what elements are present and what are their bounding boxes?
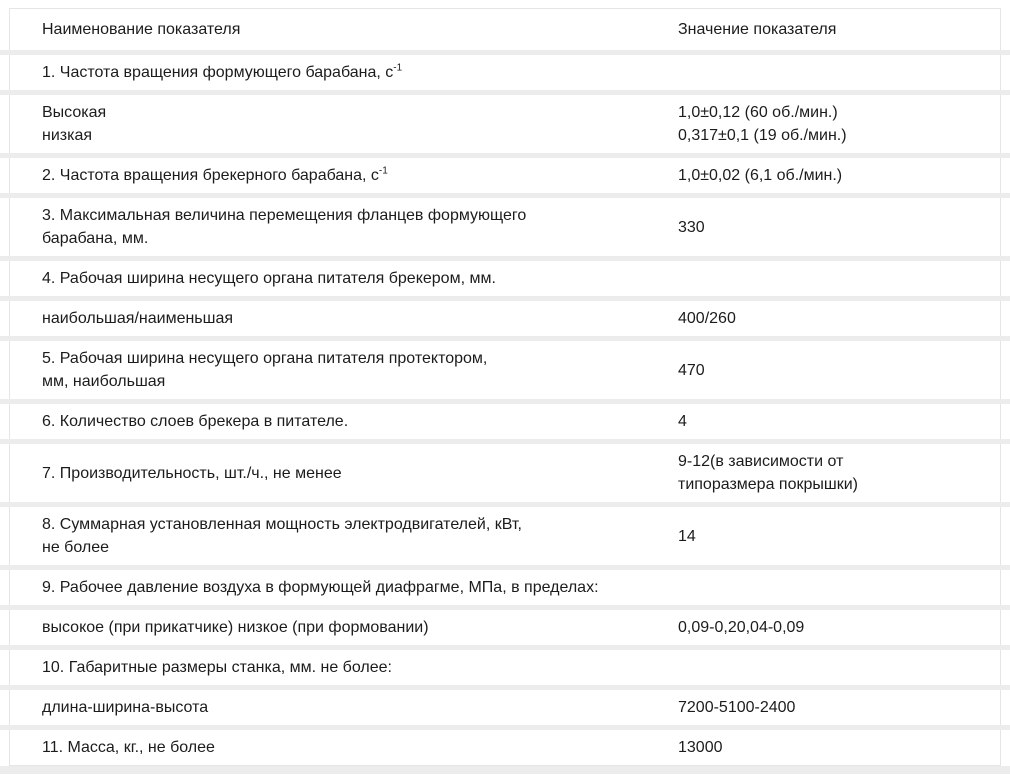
table-row [9, 261, 1001, 296]
row-value-cell [678, 616, 968, 639]
table-row [9, 198, 1001, 256]
row-value-line: 0,09-0,20,04-0,09 [678, 619, 805, 636]
row-value-line: 9-12(в зависимости от [678, 453, 844, 470]
row-name-line: 4. Рабочая ширина несущего органа питателя брекером, мм. [42, 270, 496, 287]
row-value-line: 0,317±0,1 (19 об./мин.) [678, 127, 847, 144]
row-value-cell [678, 216, 968, 239]
table-row [9, 341, 1001, 399]
row-name-line: 9. Рабочее давление воздуха в формующей диафрагме, МПа, в пределах: [42, 579, 599, 596]
row-name-cell [42, 576, 678, 599]
row-name-cell [42, 410, 678, 433]
table-row [9, 730, 1001, 766]
row-value-cell [678, 696, 968, 719]
header-name-label: Наименование показателя [42, 21, 241, 38]
table-header-row [9, 8, 1001, 50]
row-name-line: длина-ширина-высота [42, 699, 209, 716]
header-value-label: Значение показателя [678, 21, 837, 38]
row-name-cell [42, 462, 678, 485]
table-row [9, 690, 1001, 725]
row-value-cell [678, 359, 968, 382]
table-row [9, 55, 1001, 90]
row-name-line: 7. Производительность, шт./ч., не менее [42, 464, 342, 482]
table-row [9, 570, 1001, 605]
header-name-column [42, 18, 678, 41]
table-row [9, 301, 1001, 336]
row-value-line: 400/260 [678, 310, 736, 327]
row-name-cell [42, 736, 678, 759]
row-value-line: 13000 [678, 739, 723, 756]
row-name-cell [42, 307, 678, 330]
row-name-line: низкая [42, 127, 93, 144]
table-row [9, 610, 1001, 645]
row-value-cell [678, 164, 968, 187]
row-name-line: не более [42, 539, 110, 556]
row-value-line: 1,0±0,12 (60 об./мин.) [678, 104, 838, 121]
row-name-cell [42, 696, 678, 719]
row-name-line: 11. Масса, кг., не более [42, 739, 215, 756]
row-name-cell [42, 656, 678, 679]
row-name-cell [42, 61, 678, 84]
row-value-line: 14 [678, 527, 696, 545]
row-name-cell [42, 513, 678, 559]
row-value-line: 330 [678, 218, 705, 236]
row-name-cell [42, 101, 678, 147]
table-row [9, 444, 1001, 502]
row-value-line: типоразмера покрышки) [678, 476, 858, 493]
row-name-cell [42, 616, 678, 639]
row-value-line: 7200-5100-2400 [678, 699, 796, 716]
table-row [9, 95, 1001, 153]
row-value-line: 4 [678, 413, 687, 430]
row-value-cell [678, 410, 968, 433]
row-name-line: 8. Суммарная установленная мощность электродвигателей, кВт, [42, 516, 522, 533]
row-name-line: мм, наибольшая [42, 373, 166, 390]
row-name-line: 5. Рабочая ширина несущего органа питателя протектором, [42, 350, 488, 367]
table-row [9, 507, 1001, 565]
row-value-line: 1,0±0,02 (6,1 об./мин.) [678, 167, 843, 184]
row-value-cell [678, 450, 968, 496]
row-name-cell [42, 164, 678, 187]
row-name-line: Высокая [42, 104, 107, 121]
row-name-line: наибольшая/наименьшая [42, 310, 234, 327]
row-name-cell [42, 204, 678, 250]
row-value-cell [678, 525, 968, 548]
superscript: -1 [393, 62, 403, 74]
table-row [9, 650, 1001, 685]
table-row [9, 404, 1001, 439]
table-row [9, 158, 1001, 193]
row-name-line: 10. Габаритные размеры станка, мм. не более: [42, 659, 392, 676]
row-name-line: 6. Количество слоев брекера в питателе. [42, 413, 349, 430]
row-value-line: 470 [678, 361, 705, 379]
row-value-cell [678, 307, 968, 330]
row-value-cell [678, 101, 968, 147]
row-name-line: 2. Частота вращения брекерного барабана, $с^{-1}$ [42, 165, 388, 184]
row-name-line: высокое (при прикатчике) низкое (при формовании) [42, 619, 429, 636]
row-name-line: барабана, мм. [42, 230, 149, 247]
row-value-cell [678, 736, 968, 759]
row-name-line: 3. Максимальная величина перемещения фланцев формующего [42, 207, 527, 224]
row-name-cell [42, 347, 678, 393]
table-bottom-separator [0, 766, 1010, 774]
row-name-cell [42, 267, 678, 290]
header-value-column [678, 18, 968, 41]
row-name-line: 1. Частота вращения формующего барабана, $с^{-1}$ [42, 62, 403, 81]
superscript: -1 [378, 165, 388, 177]
